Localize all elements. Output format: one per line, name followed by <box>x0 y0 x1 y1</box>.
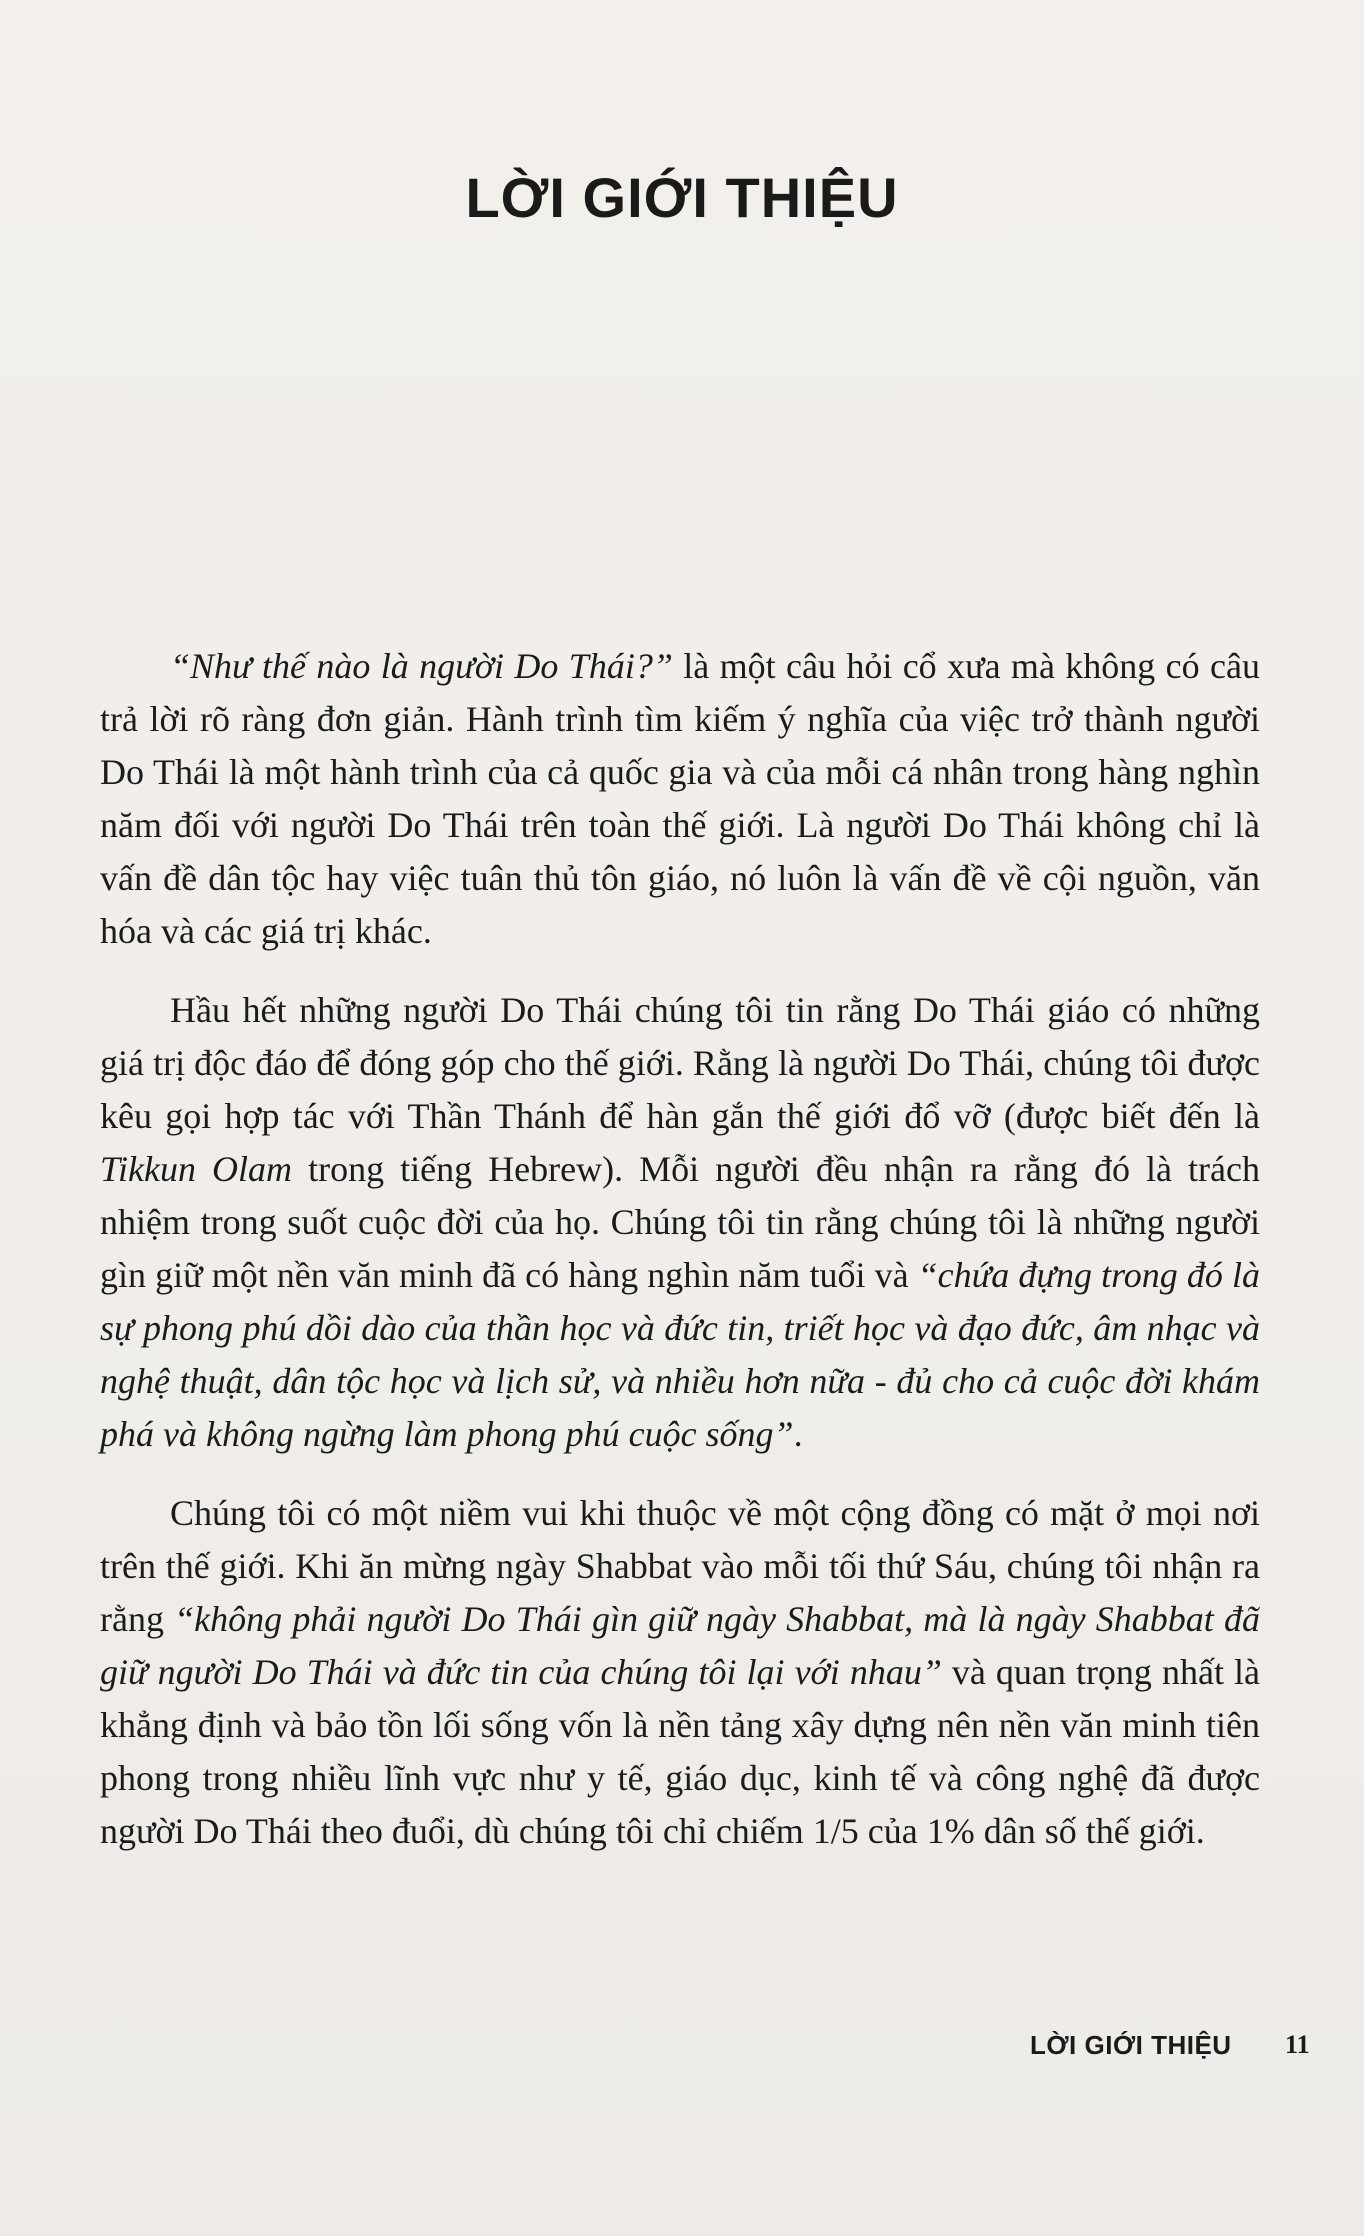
paragraph-3-text-a: Chúng tôi có một niềm vui khi thuộc về một cộng đồng có mặt ở mọi nơi trên thế giới. Khi ăn mừng ngày Shabbat vào mỗi tối thứ Sáu, chúng tôi nhận ra rằng <box>100 1493 1260 1639</box>
opening-question: “Như thế nào là người Do Thái?” <box>170 646 673 686</box>
body-text <box>100 640 1260 1884</box>
civilization-quote: “chứa đựng trong đó là sự phong phú dồi dào của thần học và đức tin, triết học và đạo đức, âm nhạc và nghệ thuật, dân tộc học và lịch sử, và nhiều hơn nữa - đủ cho cả cuộc đời khám phá và không ngừng làm phong phú cuộc sống” <box>100 1255 1260 1454</box>
shabbat-quote: “không phải người Do Thái gìn giữ ngày Shabbat, mà là ngày Shabbat đã giữ người Do Thái và đức tin của chúng tôi lại với nhau” <box>100 1599 1260 1692</box>
paragraph-3 <box>100 1487 1260 1858</box>
paragraph-2-text-a: Hầu hết những người Do Thái chúng tôi tin rằng Do Thái giáo có những giá trị độc đáo để đóng góp cho thế giới. Rằng là người Do Thái, chúng tôi được kêu gọi hợp tác với Thần Thánh để hàn gắn thế giới đổ vỡ (được biết đến là <box>100 990 1260 1136</box>
paragraph-2 <box>100 984 1260 1461</box>
paragraph-2-text-b: trong tiếng Hebrew). Mỗi người đều nhận ra rằng đó là trách nhiệm trong suốt cuộc đời của họ. Chúng tôi tin rằng chúng tôi là những người gìn giữ một nền văn minh đã có hàng nghìn năm tuổi và <box>100 1149 1260 1295</box>
page-footer <box>0 2030 1364 2070</box>
paragraph-2-end: . <box>793 1414 803 1454</box>
paragraph-1-text: là một câu hỏi cổ xưa mà không có câu trả lời rõ ràng đơn giản. Hành trình tìm kiếm ý nghĩa của việc trở thành người Do Thái là một hành trình của cả quốc gia và của mỗi cá nhân trong hàng nghìn năm đối với người Do Thái trên toàn thế giới. Là người Do Thái không chỉ là vấn đề dân tộc hay việc tuân thủ tôn giáo, nó luôn là vấn đề về cội nguồn, văn hóa và các giá trị khác. <box>100 646 1260 951</box>
page-number: 11 <box>1285 2030 1310 2059</box>
running-head: LỜI GIỚI THIỆU <box>1030 2030 1232 2060</box>
page-title: LỜI GIỚI THIỆU <box>465 166 899 229</box>
paragraph-3-text-b: và quan trọng nhất là khẳng định và bảo tồn lối sống vốn là nền tảng xây dựng nên nền văn minh tiên phong trong nhiều lĩnh vực như y tế, giáo dục, kinh tế và công nghệ đã được người Do Thái theo đuổi, dù chúng tôi chỉ chiếm 1/5 của 1% dân số thế giới. <box>100 1652 1260 1851</box>
tikkun-olam-term: Tikkun Olam <box>100 1149 293 1189</box>
paragraph-1 <box>100 640 1260 958</box>
